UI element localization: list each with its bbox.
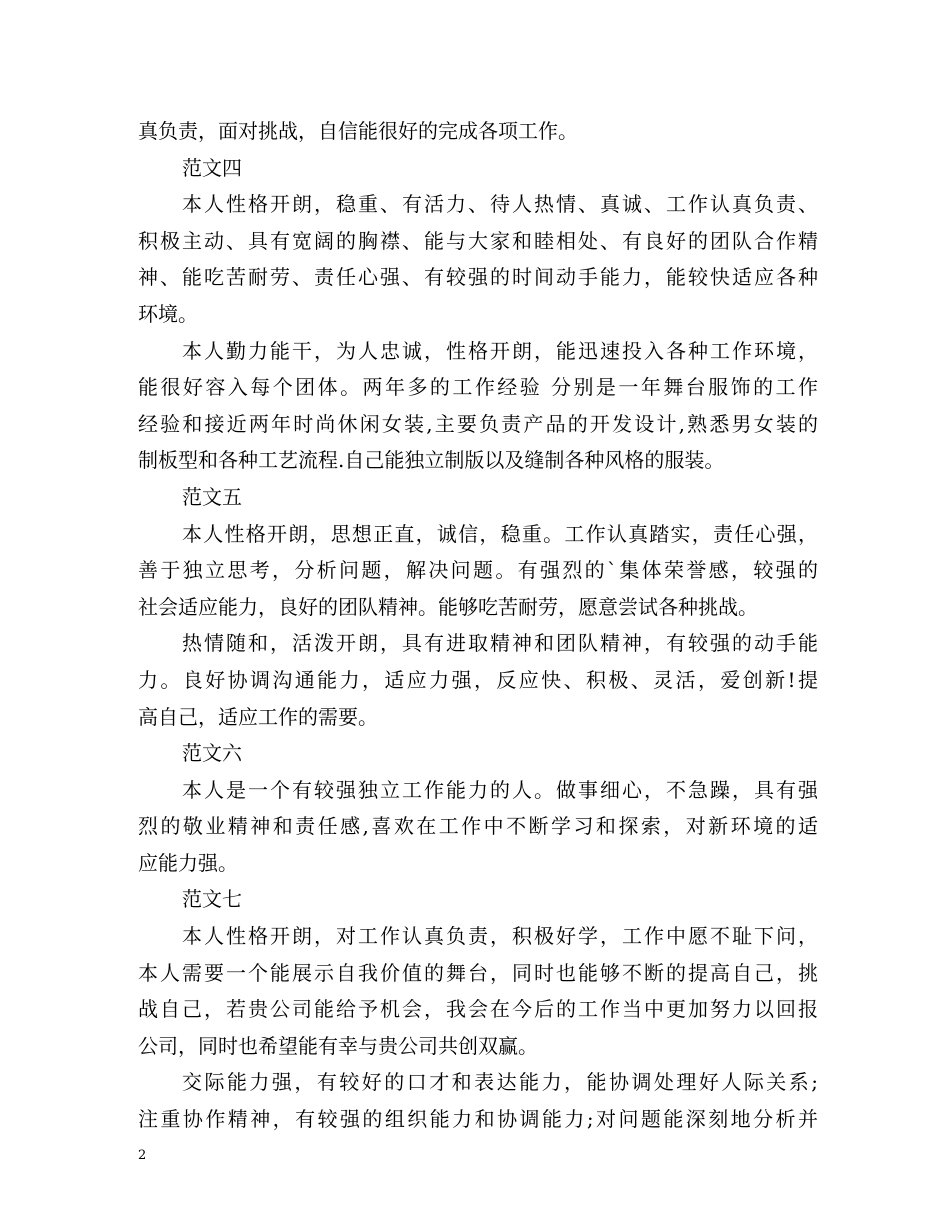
paragraph-line: 本人勤力能干，为人忠诚，性格开朗，能迅速投入各种工作环境，: [182, 338, 818, 363]
paragraph-line: 注重协作精神，有较强的组织能力和协调能力;对问题能深刻地分析并: [138, 1107, 818, 1132]
section-heading: 范文四: [182, 155, 242, 180]
paragraph-line: 本人性格开朗，思想正直，诚信，稳重。工作认真踏实，责任心强，: [182, 521, 818, 546]
paragraph-line: 本人是一个有较强独立工作能力的人。做事细心，不急躁，具有强: [182, 777, 818, 802]
paragraph-line: 本人性格开朗，对工作认真负责，积极好学，工作中愿不耻下问，: [182, 924, 818, 949]
paragraph-line: 经验和接近两年时尚休闲女装,主要负责产品的开发设计,熟悉男女装的: [138, 411, 818, 436]
paragraph-line: 本人需要一个能展示自我价值的舞台，同时也能够不断的提高自己，挑: [138, 960, 818, 985]
paragraph-line: 热情随和，活泼开朗，具有进取精神和团队精神，有较强的动手能: [182, 631, 818, 656]
paragraph-line: 交际能力强，有较好的口才和表达能力，能协调处理好人际关系;: [182, 1070, 818, 1095]
page-number: 2: [138, 1148, 147, 1163]
paragraph-line: 环境。: [138, 301, 198, 326]
paragraph-line: 能很好容入每个团体。两年多的工作经验 分别是一年舞台服饰的工作: [138, 375, 818, 400]
paragraph-line: 本人性格开朗，稳重、有活力、待人热情、真诚、工作认真负责、: [182, 192, 818, 217]
paragraph-line: 真负责，面对挑战，自信能很好的完成各项工作。: [138, 119, 578, 143]
paragraph-line: 制板型和各种工艺流程.自己能独立制版以及缝制各种风格的服装。: [138, 448, 725, 473]
section-heading: 范文六: [182, 741, 242, 766]
paragraph-line: 高自己，适应工作的需要。: [138, 704, 378, 729]
section-heading: 范文七: [182, 887, 242, 912]
document-body: [138, 113, 818, 1138]
paragraph-line: 善于独立思考，分析问题，解决问题。有强烈的`集体荣誉感，较强的: [138, 558, 818, 583]
paragraph-line: 应能力强。: [138, 850, 238, 875]
paragraph-line: 公司，同时也希望能有幸与贵公司共创双赢。: [138, 1033, 538, 1058]
paragraph-line: 积极主动、具有宽阔的胸襟、能与大家和睦相处、有良好的团队合作精: [138, 228, 818, 253]
paragraph-line: 社会适应能力，良好的团队精神。能够吃苦耐劳，愿意尝试各种挑战。: [138, 594, 758, 619]
paragraph-line: 战自己，若贵公司能给予机会，我会在今后的工作当中更加努力以回报: [138, 997, 818, 1022]
paragraph-line: 烈的敬业精神和责任感,喜欢在工作中不断学习和探索，对新环境的适: [138, 814, 818, 839]
paragraph-line: 神、能吃苦耐劳、责任心强、有较强的时间动手能力，能较快适应各种: [138, 265, 818, 290]
paragraph-line: 力。良好协调沟通能力，适应力强，反应快、积极、灵活，爱创新!提: [138, 667, 818, 692]
section-heading: 范文五: [182, 484, 242, 509]
